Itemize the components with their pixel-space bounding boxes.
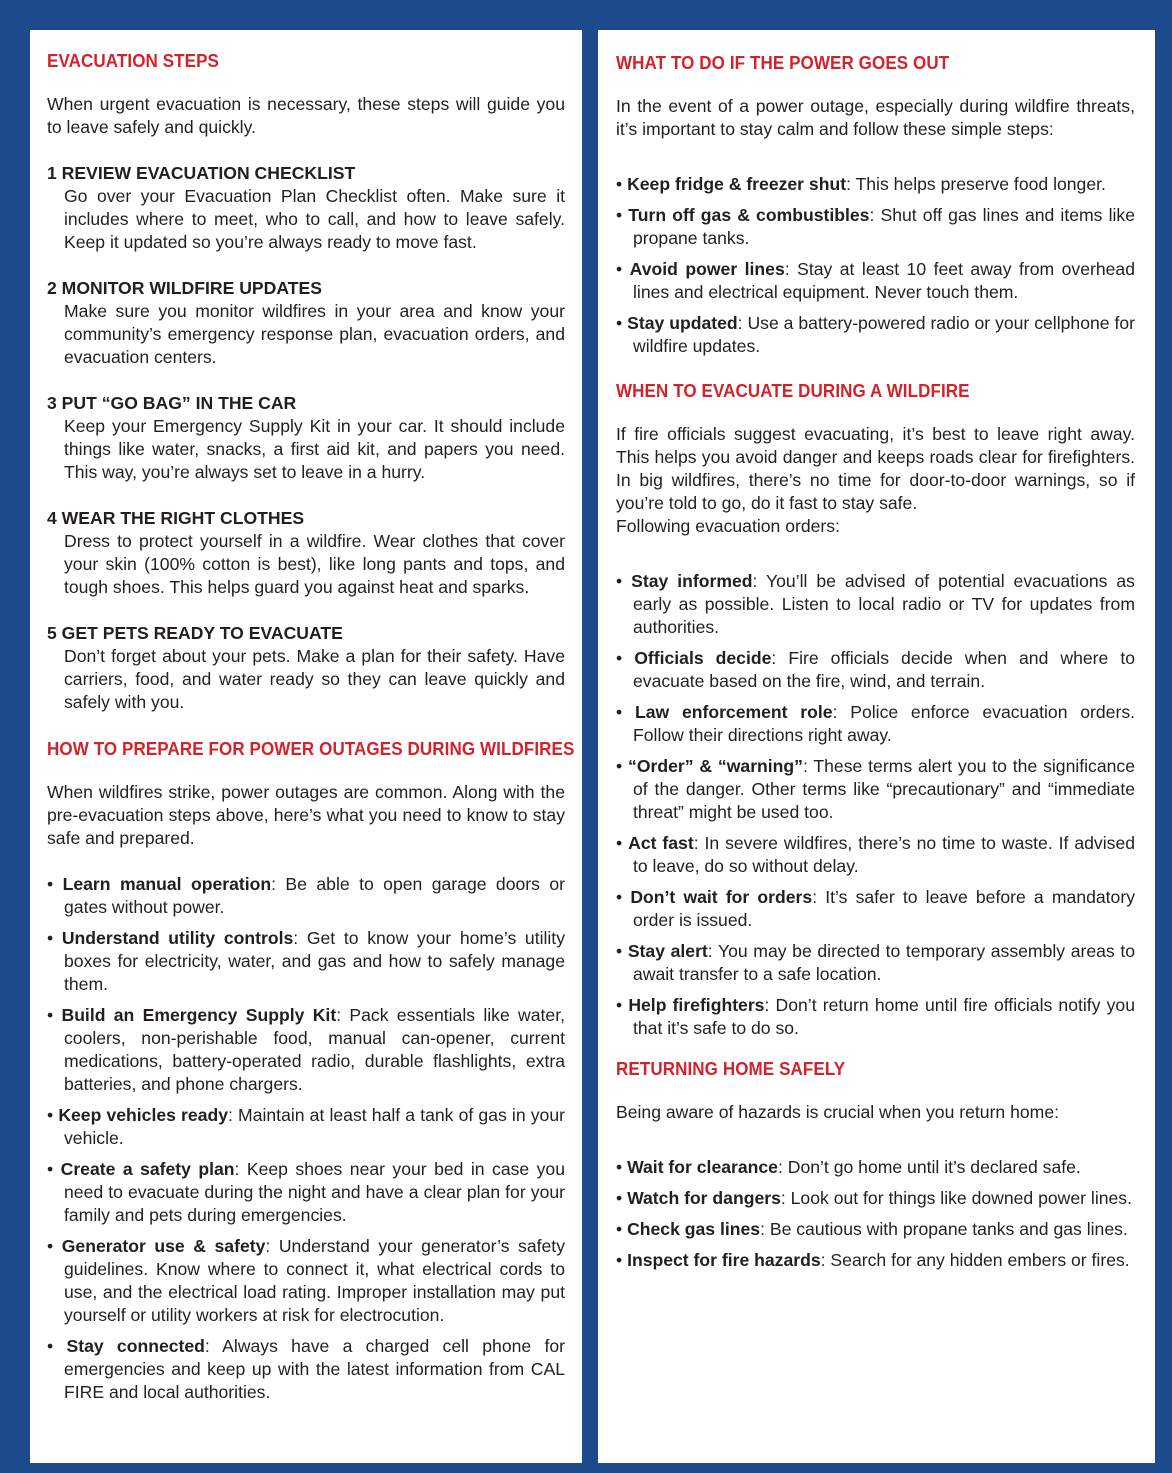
bullet-icon: • [47, 1005, 54, 1025]
evacuation-step-title: 4 WEAR THE RIGHT CLOTHES [47, 508, 305, 528]
evacuation-step-title: 1 REVIEW EVACUATION CHECKLIST [47, 163, 356, 183]
evacuate-bullet-term: Act fast [628, 833, 694, 853]
evacuate-bullet-text: : You’ll be advised of potential evacuations as early as possible. Listen to local radio or TV for updates from authorities. [633, 571, 1135, 637]
prepare-bullet-term: Learn manual operation [62, 874, 272, 894]
prepare-bullet-text: : Pack essentials like water, coolers, non-perishable food, manual can-opener, current medications, battery-operated radio, durable flashlights, extra batteries, and phone chargers. [64, 1005, 565, 1094]
prepare-bullet-term: Stay connected [66, 1336, 205, 1356]
return-bullet-text: : Look out for things like downed power lines. [780, 1188, 1132, 1208]
evacuation-step-text: Keep your Emergency Supply Kit in your car. It should include things like water, snacks, a first aid kit, and papers you need. This way, you’re always set to leave in a hurry. [64, 416, 565, 482]
bullet-icon: • [616, 313, 623, 333]
bullet-icon: • [47, 1336, 54, 1356]
bullet-icon: • [47, 874, 54, 894]
bullet-icon: • [47, 1159, 54, 1179]
prepare-bullet-text: : Get to know your home’s utility boxes for electricity, water, and gas and how to safely manage them. [64, 928, 565, 994]
power-out-bullet-item [616, 312, 1135, 358]
bullet-icon: • [616, 205, 623, 225]
prepare-bullet-item [47, 1335, 565, 1404]
returning-home-intro: Being aware of hazards is crucial when you return home: [616, 1102, 1060, 1122]
evacuation-step [47, 392, 565, 484]
power-out-bullet-term: Turn off gas & combustibles [628, 205, 870, 225]
evacuation-steps-intro: When urgent evacuation is necessary, these steps will guide you to leave safely and quickly. [47, 94, 565, 137]
evacuation-steps-list [47, 162, 565, 714]
section-heading-when-to-evacuate: WHEN TO EVACUATE DURING A WILDFIRE [616, 380, 970, 401]
evacuation-step [47, 162, 565, 254]
return-bullet-text: : Be cautious with propane tanks and gas lines. [760, 1219, 1128, 1239]
section-heading-power-outages-prepare: HOW TO PREPARE FOR POWER OUTAGES DURING WILDFIRES [47, 738, 575, 759]
power-out-bullet-text: : Shut off gas lines and items like propane tanks. [633, 205, 1135, 248]
evacuation-step-text: Go over your Evacuation Plan Checklist often. Make sure it includes where to meet, who to call, and how to leave safely. Keep it updated so you’re always ready to move fast. [64, 186, 565, 252]
power-out-bullet-term: Keep fridge & freezer shut [627, 174, 847, 194]
bullet-icon: • [616, 1250, 623, 1270]
bullet-icon: • [616, 648, 623, 668]
bullet-icon: • [616, 1188, 623, 1208]
evacuate-bullet-term: Help firefighters [628, 995, 765, 1015]
bullet-icon: • [616, 571, 623, 591]
bullet-icon: • [47, 1105, 54, 1125]
evacuate-bullet-term: Stay alert [627, 941, 708, 961]
bullet-icon: • [616, 941, 623, 961]
power-out-bullet-item [616, 173, 1135, 196]
power-out-bullet-item [616, 258, 1135, 304]
return-bullet-item [616, 1249, 1135, 1272]
evacuate-bullet-text: : Police enforce evacuation orders. Follow their directions right away. [633, 702, 1136, 745]
return-bullet-text: : Search for any hidden embers or fires. [820, 1250, 1130, 1270]
evacuate-bullet-item [616, 570, 1135, 639]
prepare-bullet-term: Create a safety plan [60, 1159, 235, 1179]
return-bullet-term: Inspect for fire hazards [627, 1250, 821, 1270]
prepare-bullet-term: Understand utility controls [61, 928, 294, 948]
evacuation-step-text: Make sure you monitor wildfires in your area and know your community’s emergency response plan, evacuation orders, and evacuation centers. [64, 301, 565, 367]
evacuation-step-title: 3 PUT “GO BAG” IN THE CAR [47, 393, 297, 413]
evacuate-bullet-text: : Fire officials decide when and where to evacuate based on the fire, wind, and terrain. [633, 648, 1136, 691]
prepare-bullet-text: : Always have a charged cell phone for emergencies and keep up with the latest information from CAL FIRE and local authorities. [64, 1336, 565, 1402]
prepare-bullet-term: Keep vehicles ready [58, 1105, 229, 1125]
prepare-bullet-item [47, 1104, 565, 1150]
power-goes-out-intro: In the event of a power outage, especially during wildfire threats, it’s important to stay calm and follow these simple steps: [616, 96, 1135, 139]
prepare-bullet-term: Build an Emergency Supply Kit [61, 1005, 337, 1025]
evacuate-bullet-item [616, 994, 1135, 1040]
bullet-icon: • [616, 702, 623, 722]
evacuation-step [47, 507, 565, 599]
evacuate-bullet-item [616, 940, 1135, 986]
power-out-bullet-term: Avoid power lines [629, 259, 785, 279]
evacuate-bullet-term: Law enforcement role [634, 702, 833, 722]
prepare-bullet-item [47, 873, 565, 919]
power-outages-prepare-list [47, 873, 565, 1404]
evacuate-bullet-text: : You may be directed to temporary assembly areas to await transfer to a safe location. [633, 941, 1136, 984]
prepare-bullet-text: : Maintain at least half a tank of gas in your vehicle. [64, 1105, 565, 1148]
bullet-icon: • [616, 887, 623, 907]
prepare-bullet-term: Generator use & safety [61, 1236, 266, 1256]
evacuate-bullet-item [616, 755, 1135, 824]
evacuate-bullet-text: : It’s safer to leave before a mandatory order is issued. [633, 887, 1136, 930]
power-out-bullet-item [616, 204, 1135, 250]
bullet-icon: • [616, 259, 623, 279]
evacuate-bullet-item [616, 647, 1135, 693]
power-out-bullet-text: : Stay at least 10 feet away from overhead lines and electrical equipment. Never touch them. [633, 259, 1136, 302]
return-bullet-text: : Don’t go home until it’s declared safe. [777, 1157, 1081, 1177]
when-to-evacuate-list [616, 570, 1135, 1040]
power-out-bullet-term: Stay updated [627, 313, 738, 333]
power-goes-out-list [616, 173, 1135, 358]
prepare-bullet-text: : Keep shoes near your bed in case you need to evacuate during the night and have a clear plan for your family and pets during emergencies. [64, 1159, 566, 1225]
evacuate-bullet-item [616, 701, 1135, 747]
evacuate-bullet-text: : In severe wildfires, there’s no time to waste. If advised to leave, do so without delay. [633, 833, 1136, 876]
evacuation-step-title: 2 MONITOR WILDFIRE UPDATES [47, 278, 322, 298]
return-bullet-item [616, 1218, 1135, 1241]
returning-home-list [616, 1156, 1135, 1272]
prepare-bullet-text: : Understand your generator’s safety guidelines. Know where to connect it, what electrical cords to use, and the electrical load rating. Improper installation may put yourself or utility workers at risk for electrocution. [64, 1236, 565, 1325]
right-panel [598, 30, 1155, 1463]
evacuate-bullet-item [616, 886, 1135, 932]
evacuation-step [47, 622, 565, 714]
return-bullet-item [616, 1156, 1135, 1179]
return-bullet-term: Check gas lines [627, 1219, 761, 1239]
bullet-icon: • [616, 1219, 623, 1239]
evacuate-bullet-term: “Order” & “warning” [628, 756, 803, 776]
section-heading-evacuation-steps: EVACUATION STEPS [47, 50, 220, 71]
prepare-bullet-item [47, 1235, 565, 1327]
when-to-evacuate-intro: If fire officials suggest evacuating, it’s best to leave right away. This helps you avoid danger and keeps roads clear for firefighters. In big wildfires, there’s no time for door-to-door warnings, so if you’re told to go, do it fast to stay safe. [616, 424, 1135, 513]
evacuate-bullet-item [616, 832, 1135, 878]
evacuation-step-text: Don’t forget about your pets. Make a plan for their safety. Have carriers, food, and water ready so they can leave quickly and safely with you. [64, 646, 565, 712]
evacuation-step-text: Dress to protect yourself in a wildfire. Wear clothes that cover your skin (100% cotton is best), like long pants and tops, and tough shoes. This helps guard you against heat and sparks. [64, 531, 565, 597]
bullet-icon: • [47, 1236, 54, 1256]
return-bullet-term: Wait for clearance [627, 1157, 778, 1177]
bullet-icon: • [616, 1157, 623, 1177]
return-bullet-term: Watch for dangers [627, 1188, 781, 1208]
left-panel [30, 30, 582, 1463]
evacuate-bullet-text: : These terms alert you to the significance of the danger. Other terms like “precautionary” and “immediate threat” might be used too. [633, 756, 1136, 822]
bullet-icon: • [616, 756, 623, 776]
bullet-icon: • [616, 833, 623, 853]
power-out-bullet-text: : This helps preserve food longer. [846, 174, 1106, 194]
prepare-bullet-item [47, 1004, 565, 1096]
evacuation-step [47, 277, 565, 369]
section-heading-returning-home: RETURNING HOME SAFELY [616, 1058, 846, 1079]
section-heading-power-goes-out: WHAT TO DO IF THE POWER GOES OUT [616, 52, 950, 73]
bullet-icon: • [616, 174, 623, 194]
power-outages-prepare-intro: When wildfires strike, power outages are common. Along with the pre-evacuation steps above, here’s what you need to know to stay safe and prepared. [47, 782, 565, 848]
prepare-bullet-text: : Be able to open garage doors or gates without power. [64, 874, 566, 917]
return-bullet-item [616, 1187, 1135, 1210]
bullet-icon: • [616, 995, 623, 1015]
bullet-icon: • [47, 928, 54, 948]
evacuate-bullet-text: : Don’t return home until fire officials notify you that it’s safe to do so. [633, 995, 1135, 1038]
prepare-bullet-item [47, 1158, 565, 1227]
evacuate-bullet-term: Stay informed [631, 571, 753, 591]
power-out-bullet-text: : Use a battery-powered radio or your cellphone for wildfire updates. [633, 313, 1136, 356]
evacuate-bullet-term: Officials decide [634, 648, 772, 668]
evacuate-bullet-term: Don’t wait for orders [630, 887, 813, 907]
prepare-bullet-item [47, 927, 565, 996]
evacuation-step-title: 5 GET PETS READY TO EVACUATE [47, 623, 343, 643]
when-to-evacuate-intro-2: Following evacuation orders: [616, 516, 840, 536]
